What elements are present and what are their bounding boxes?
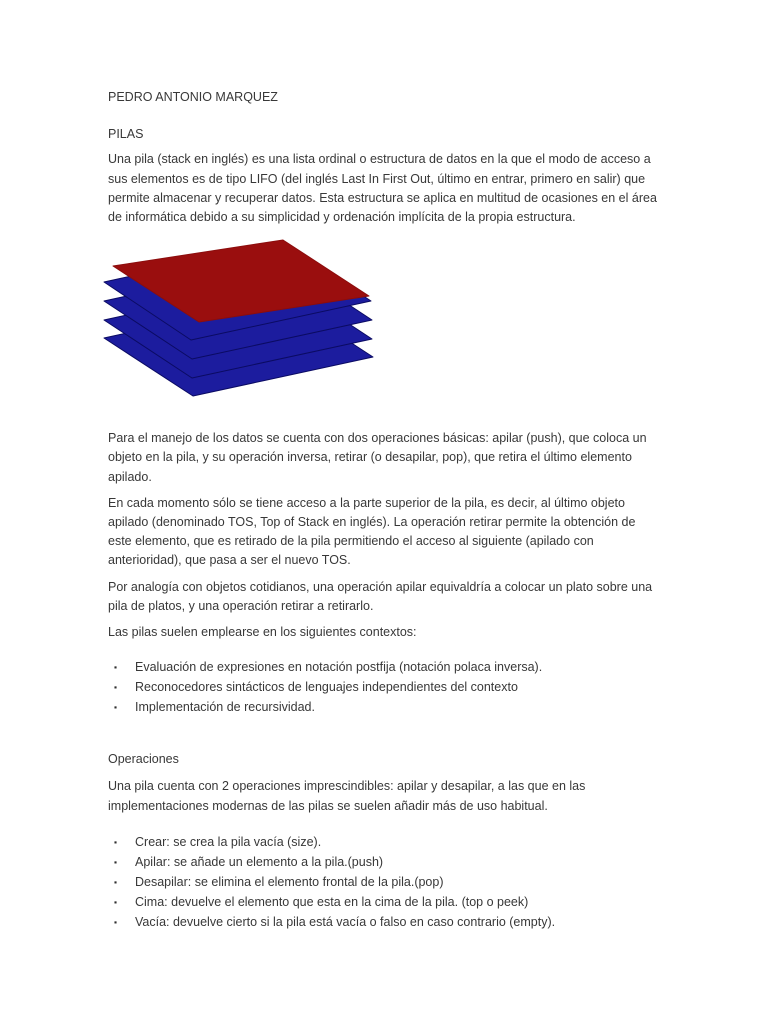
- page-title: PILAS: [108, 127, 144, 142]
- paragraph-manejo: Para el manejo de los datos se cuenta con dos operaciones básicas: apilar (push), que coloca un objeto en la pila, y su operación inversa, retirar (o desapilar, pop), que retira el último elemento apilado.: [108, 431, 647, 484]
- operations-intro: Una pila cuenta con 2 operaciones imprescindibles: apilar y desapilar, a las que en las implementaciones modernas de las pilas se suelen añadir más de uso habitual.: [108, 779, 586, 813]
- list-item: [108, 852, 661, 872]
- paragraph-contextos: Las pilas suelen emplearse en los siguientes contextos:: [108, 625, 417, 640]
- list-item-text: Crear: se crea la pila vacía (size).: [135, 834, 322, 849]
- operations-list: [108, 832, 661, 932]
- list-item: [108, 697, 661, 717]
- list-item-text: Implementación de recursividad.: [135, 700, 315, 715]
- list-item: [108, 657, 661, 677]
- bullet-icon: ▪: [114, 662, 118, 673]
- bullet-icon: ▪: [114, 836, 118, 847]
- bullet-icon: ▪: [114, 856, 118, 867]
- list-item: [108, 912, 661, 932]
- contexts-list: [108, 657, 661, 717]
- list-item-text: Reconocedores sintácticos de lenguajes independientes del contexto: [135, 680, 518, 695]
- list-item: [108, 832, 661, 852]
- bullet-icon: ▪: [114, 702, 118, 713]
- stack-illustration: [100, 237, 380, 407]
- list-item: [108, 892, 661, 912]
- list-item-text: Apilar: se añade un elemento a la pila.(push): [135, 854, 384, 869]
- bullet-icon: ▪: [114, 682, 118, 693]
- list-item-text: Desapilar: se elimina el elemento frontal de la pila.(pop): [135, 874, 444, 889]
- bullet-icon: ▪: [114, 896, 118, 907]
- list-item-text: Vacía: devuelve cierto si la pila está vacía o falso en caso contrario (empty).: [135, 914, 556, 929]
- bullet-icon: ▪: [114, 876, 118, 887]
- author-line: PEDRO ANTONIO MARQUEZ: [108, 90, 278, 104]
- stack-figure: [100, 237, 380, 407]
- list-item-text: Cima: devuelve el elemento que esta en la cima de la pila. (top o peek): [135, 894, 529, 909]
- paragraph-analogia: Por analogía con objetos cotidianos, una operación apilar equivaldría a colocar un plato sobre una pila de platos, y una operación retirar a retirarlo.: [108, 579, 653, 613]
- list-item: [108, 872, 661, 892]
- list-item: [108, 677, 661, 697]
- paragraph-momento: En cada momento sólo se tiene acceso a la parte superior de la pila, es decir, al último objeto apilado (denominado TOS, Top of Stack en inglés). La operación retirar permite la obtención de este elemento, que es retirado de la pila permitiendo el acceso al siguiente (apilado con anterioridad), que pasa a ser el nuevo TOS.: [108, 495, 636, 568]
- operations-heading: Operaciones: [108, 752, 179, 767]
- intro-paragraph: Una pila (stack en inglés) es una lista ordinal o estructura de datos en la que el modo de acceso a sus elementos es de tipo LIFO (del inglés Last In First Out, último en entrar, primero en salir) que permite almacenar y recuperar datos. Esta estructura se aplica en multitud de ocasiones en el área de informática debido a su simplicidad y ordenación implícita de la propia estructura.: [108, 152, 657, 225]
- list-item-text: Evaluación de expresiones en notación postfija (notación polaca inversa).: [135, 660, 543, 675]
- bullet-icon: ▪: [114, 916, 118, 927]
